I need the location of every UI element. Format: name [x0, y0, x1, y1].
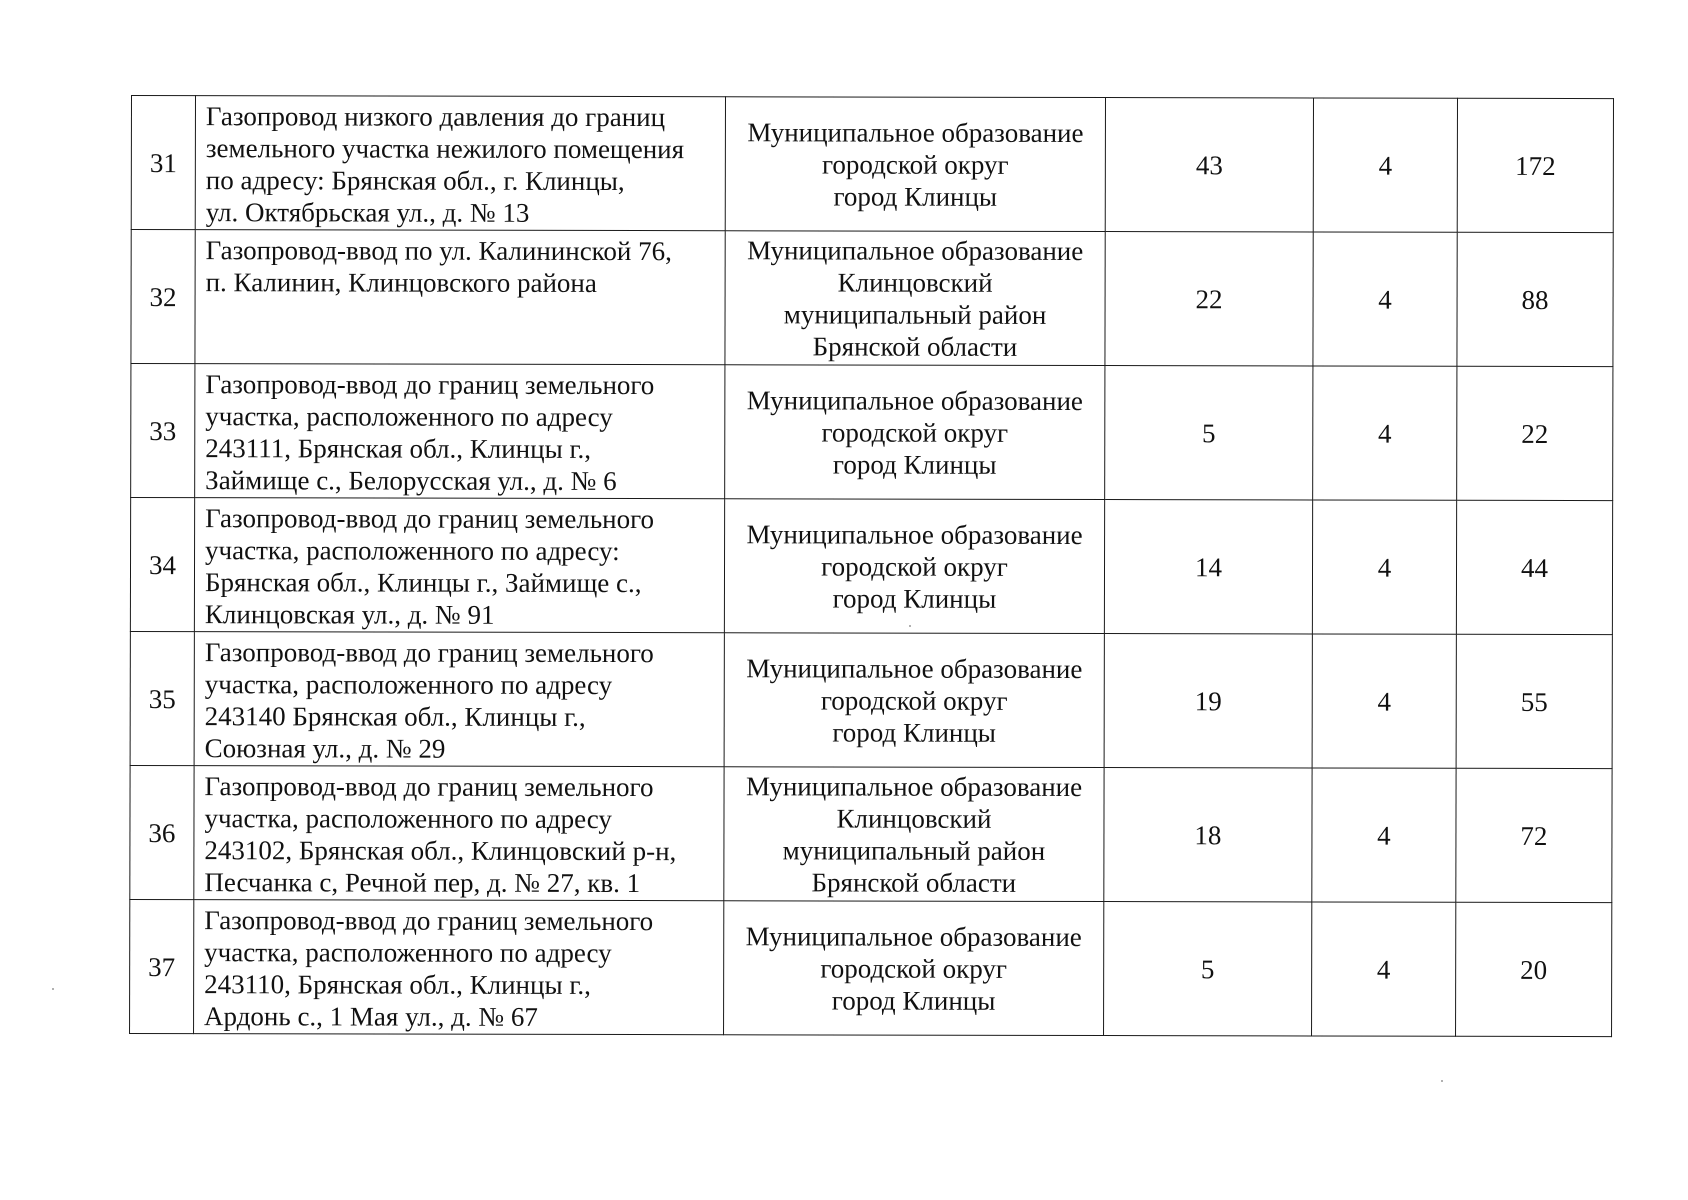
value-cell-col6: 172: [1457, 98, 1613, 232]
value-cell-col6: 44: [1456, 500, 1612, 634]
scan-speck: [52, 988, 54, 990]
object-description-line: Займище с., Белорусская ул., д. № 6: [205, 465, 617, 497]
object-description-line: Газопровод-ввод до границ земельного: [205, 369, 655, 401]
owner-line: Муниципальное образование: [747, 234, 1084, 266]
owner-line: Клинцовский: [836, 802, 992, 834]
value-cell-col5: 4: [1312, 500, 1456, 634]
object-description-cell: [194, 632, 724, 767]
object-description-line: Песчанка с, Речной пер, д. № 27, кв. 1: [204, 867, 641, 899]
owner-line: муниципальный район: [782, 834, 1046, 866]
object-description-line: земельного участка нежилого помещения: [205, 133, 685, 165]
owner-cell: [724, 633, 1104, 768]
object-description-line: Газопровод-ввод до границ земельного: [204, 771, 654, 803]
object-description-cell: [195, 96, 725, 231]
owner-line: город Клинцы: [833, 180, 998, 212]
owner-cell: [724, 767, 1104, 902]
table-row: [130, 631, 1612, 768]
gas-pipeline-register-table: [129, 95, 1614, 1037]
owner-line: город Клинцы: [832, 716, 996, 748]
value-cell-col5: 4: [1313, 232, 1457, 366]
object-description-line: Брянская обл., Клинцы г., Займище с.,: [204, 567, 642, 599]
value-cell-col6: 88: [1457, 232, 1613, 366]
owner-line: Муниципальное образование: [747, 116, 1084, 148]
owner-line: Муниципальное образование: [746, 652, 1083, 684]
owner-line: городской округ: [820, 684, 1008, 716]
object-description-line: участка, расположенного по адресу:: [205, 535, 620, 567]
object-description-line: ул. Октябрьская ул., д. № 13: [205, 197, 530, 228]
object-description-line: п. Калинин, Клинцовского района: [205, 267, 597, 298]
owner-line: Муниципальное образование: [745, 920, 1082, 952]
row-number: 33: [131, 364, 195, 498]
object-description-line: Клинцовская ул., д. № 91: [204, 599, 495, 630]
value-cell-col5: 4: [1313, 366, 1457, 500]
value-cell-col4: 22: [1105, 232, 1313, 366]
object-description-line: участка, расположенного по адресу: [204, 937, 612, 969]
value-cell-col6: 20: [1456, 902, 1612, 1036]
table-row: [130, 899, 1612, 1036]
object-description-line: 243102, Брянская обл., Клинцовский р-н,: [204, 835, 677, 867]
value-cell-col4: 18: [1104, 768, 1312, 902]
value-cell-col6: 55: [1456, 634, 1612, 768]
scan-speck: [909, 625, 911, 627]
row-number: 37: [130, 899, 194, 1033]
value-cell-col4: 43: [1105, 98, 1313, 232]
scan-speck: [1441, 1080, 1443, 1082]
table-row: [131, 364, 1613, 501]
value-cell-col5: 4: [1313, 98, 1457, 232]
object-description-line: участка, расположенного по адресу: [205, 401, 613, 433]
object-description-cell: [194, 498, 724, 633]
owner-line: город Клинцы: [831, 984, 996, 1016]
object-description-cell: [194, 766, 724, 901]
object-description-cell: [194, 900, 724, 1035]
owner-line: Муниципальное образование: [745, 770, 1083, 802]
row-number: 36: [130, 765, 194, 899]
table-row: [130, 498, 1612, 635]
value-cell-col5: 4: [1312, 768, 1456, 902]
owner-line: Муниципальное образование: [746, 518, 1083, 550]
table-row: [131, 96, 1613, 233]
value-cell-col5: 4: [1312, 902, 1456, 1036]
object-description-cell: [195, 364, 725, 499]
owner-line: Брянской области: [811, 866, 1017, 898]
owner-cell: [724, 499, 1104, 634]
object-description-line: 243140 Брянская обл., Клинцы г.,: [204, 701, 586, 732]
object-description-line: Газопровод-ввод по ул. Калининской 76,: [205, 235, 672, 267]
row-number: 31: [131, 96, 195, 230]
object-description-line: Ардонь с., 1 Мая ул., д. № 67: [204, 1001, 538, 1032]
object-description-line: участка, расположенного по адресу: [204, 669, 613, 701]
object-description-line: Газопровод-ввод до границ земельного: [205, 503, 655, 535]
value-cell-col4: 14: [1104, 500, 1312, 634]
object-description-line: по адресу: Брянская обл., г. Клинцы,: [205, 165, 625, 197]
table-row: [130, 765, 1612, 902]
object-description-line: Газопровод-ввод до границ земельного: [204, 905, 654, 937]
table-row: [131, 230, 1613, 367]
object-description-line: 243110, Брянская обл., Клинцы г.,: [204, 969, 591, 1000]
table-body: [130, 96, 1614, 1037]
owner-line: городской округ: [820, 952, 1008, 984]
owner-cell: [725, 365, 1105, 500]
owner-line: город Клинцы: [832, 582, 997, 614]
owner-line: Брянской области: [812, 330, 1018, 362]
value-cell-col4: 5: [1104, 902, 1312, 1036]
owner-cell: [724, 901, 1104, 1036]
owner-line: городской округ: [821, 550, 1008, 582]
row-number: 35: [130, 631, 194, 765]
object-description-line: Газопровод-ввод до границ земельного: [204, 637, 654, 669]
row-number: 34: [130, 498, 194, 632]
owner-line: городской округ: [821, 416, 1009, 448]
object-description-line: участка, расположенного по адресу: [204, 803, 612, 835]
value-cell-col5: 4: [1312, 634, 1456, 768]
value-cell-col6: 22: [1457, 366, 1613, 500]
value-cell-col4: 5: [1105, 366, 1313, 500]
object-description-line: Газопровод низкого давления до границ: [205, 101, 666, 133]
row-number: 32: [131, 230, 195, 364]
owner-line: городской округ: [821, 148, 1009, 180]
object-description-line: 243111, Брянская обл., Клинцы г.,: [205, 433, 592, 464]
value-cell-col6: 72: [1456, 768, 1612, 902]
owner-line: муниципальный район: [783, 298, 1047, 330]
value-cell-col4: 19: [1104, 634, 1312, 768]
owner-cell: [725, 231, 1105, 366]
owner-line: город Клинцы: [832, 448, 997, 480]
owner-line: Муниципальное образование: [746, 384, 1083, 416]
owner-line: Клинцовский: [837, 266, 993, 298]
owner-cell: [725, 97, 1105, 232]
object-description-cell: [195, 230, 725, 365]
object-description-line: Союзная ул., д. № 29: [204, 733, 446, 764]
